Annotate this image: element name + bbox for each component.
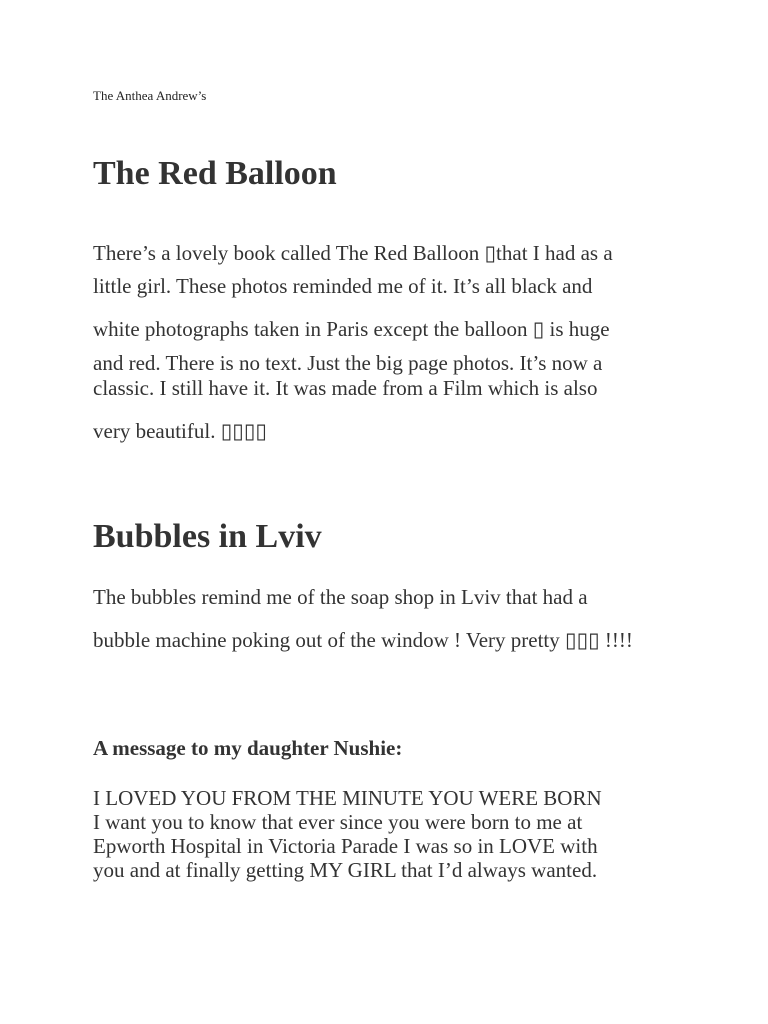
title-bubbles-in-lviv: Bubbles in Lviv — [93, 518, 322, 555]
message-line: Epworth Hospital in Victoria Parade I was so in LOVE with — [93, 834, 598, 858]
title-red-balloon: The Red Balloon — [93, 155, 337, 192]
message-line: I LOVED YOU FROM THE MINUTE YOU WERE BORN — [93, 786, 602, 810]
paragraph-line: very beautiful. ▯▯▯▯ — [93, 419, 267, 443]
message-body — [93, 786, 602, 882]
message-line: I want you to know that ever since you were born to me at — [93, 810, 583, 834]
header-note: The Anthea Andrew’s — [93, 88, 207, 103]
paragraph-line: bubble machine poking out of the window ! Very pretty ▯▯▯ !!!! — [93, 628, 633, 652]
paragraph-line: and red. There is no text. Just the big page photos. It’s now a — [93, 351, 603, 375]
message-heading: A message to my daughter Nushie: — [93, 736, 403, 760]
paragraph-line: The bubbles remind me of the soap shop in Lviv that had a — [93, 585, 588, 609]
paragraph-line: little girl. These photos reminded me of it. It’s all black and — [93, 274, 593, 298]
paragraph-line: white photographs taken in Paris except the balloon ▯ is huge — [93, 317, 610, 341]
paragraph-line: There’s a lovely book called The Red Balloon ▯that I had as a — [93, 241, 613, 265]
message-line: you and at finally getting MY GIRL that I’d always wanted. — [93, 858, 598, 882]
paragraph-line: classic. I still have it. It was made from a Film which is also — [93, 376, 598, 400]
